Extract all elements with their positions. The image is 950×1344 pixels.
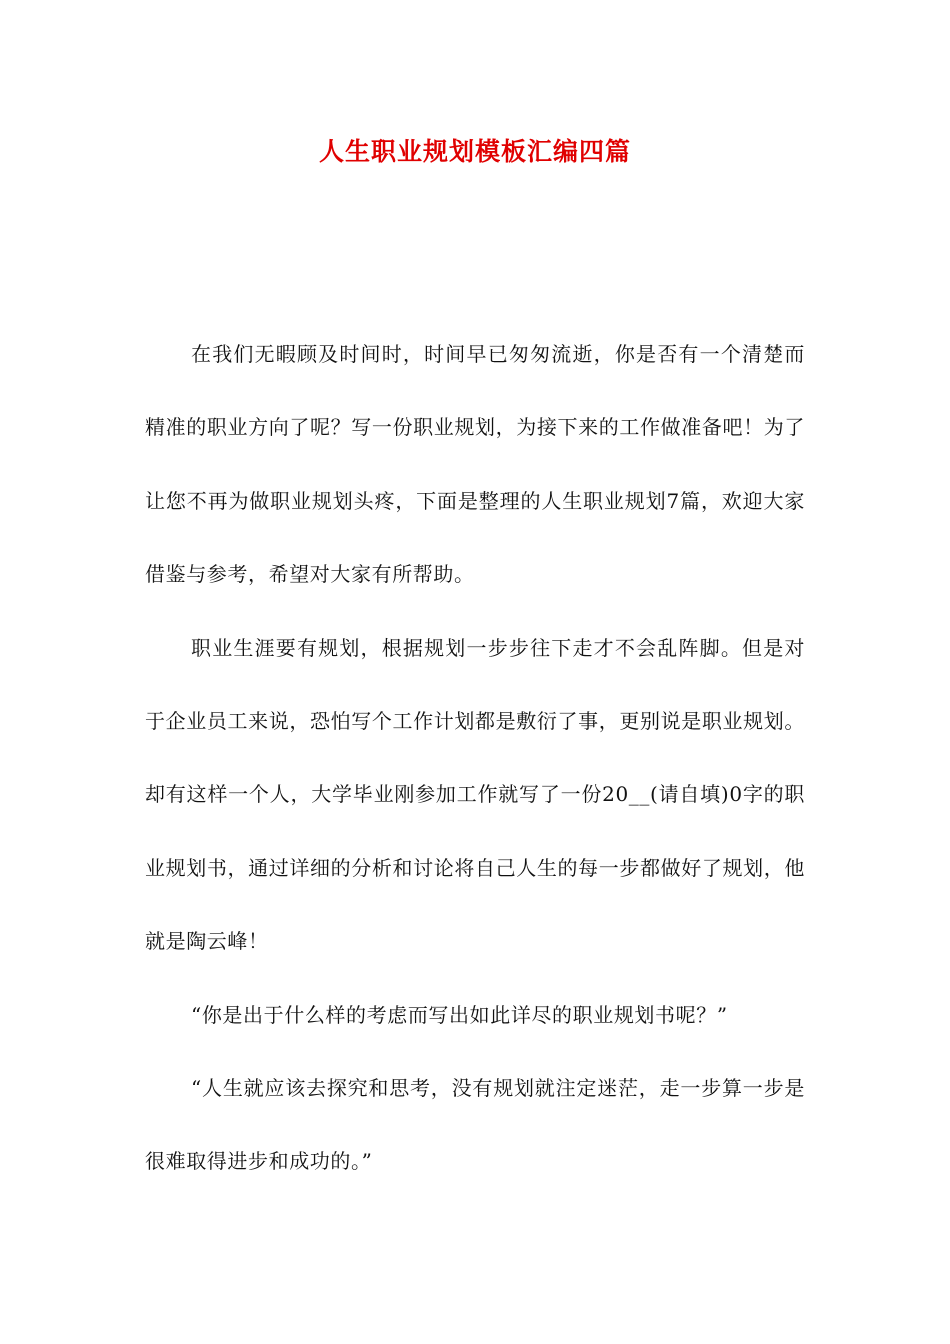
paragraph-1: 在我们无暇顾及时间时，时间早已匆匆流逝，你是否有一个清楚而精准的职业方向了呢？写一份职业规划，为接下来的工作做准备吧！为了让您不再为做职业规划头疼，下面是整理的人生职业规划7篇，欢迎大家借鉴与参考，希望对大家有所帮助。 xyxy=(145,342,805,587)
paragraph-4: “人生就应该去探究和思考，没有规划就注定迷茫，走一步算一步是很难取得进步和成功的。” xyxy=(145,1076,805,1174)
paragraph-3: “你是出于什么样的考虑而写出如此详尽的职业规划书呢？” xyxy=(191,1002,728,1027)
paragraph-2: 职业生涯要有规划，根据规划一步步往下走才不会乱阵脚。但是对于企业员工来说，恐怕写个工作计划都是敷衍了事，更别说是职业规划。却有这样一个人，大学毕业刚参加工作就写了一份20__(请自填)0字的职业规划书，通过详细的分析和讨论将自己人生的每一步都做好了规划，他就是陶云峰！ xyxy=(145,635,805,954)
document-title: 人生职业规划模板汇编四篇 xyxy=(318,137,631,166)
document-body xyxy=(145,318,805,1199)
